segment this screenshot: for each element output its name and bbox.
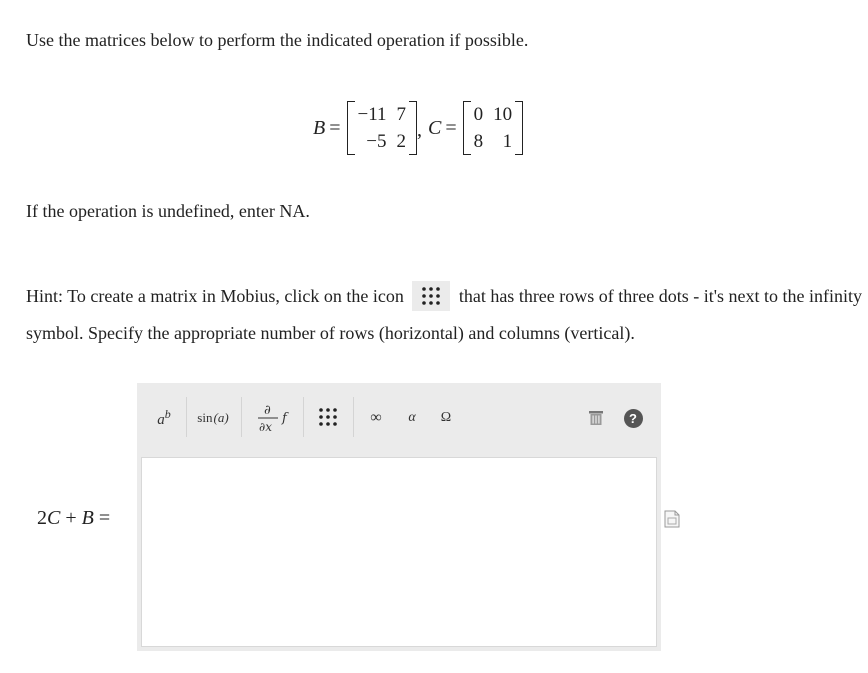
equals-sign: =: [445, 116, 457, 139]
svg-text:f: f: [282, 411, 287, 426]
matrix-definitions: [313, 100, 523, 156]
derivative-button[interactable]: [249, 397, 295, 439]
svg-text:∂: ∂: [264, 403, 271, 418]
equation-toolbar: [137, 383, 661, 453]
superscript-button[interactable]: [147, 403, 181, 433]
clear-button[interactable]: [583, 405, 609, 431]
matrix-b-cell: −11: [357, 103, 387, 125]
infinity-icon: ∞: [370, 409, 382, 426]
alpha-icon: α: [408, 410, 416, 425]
preview-button[interactable]: [664, 510, 680, 533]
omega-button[interactable]: [433, 405, 459, 431]
matrix-c-cell: 8: [473, 130, 484, 152]
left-bracket: [463, 101, 471, 155]
superscript-icon: $a^b$: [157, 407, 171, 428]
matrix-icon: [317, 406, 339, 428]
matrix-b: [347, 101, 418, 155]
left-bracket: [347, 101, 355, 155]
matrix-button[interactable]: [311, 401, 345, 433]
trash-icon: [587, 409, 605, 427]
comma: ,: [417, 119, 423, 141]
matrix-c-cell: 1: [502, 130, 513, 152]
matrix-c-cell: 10: [493, 103, 513, 125]
toolbar-separator: [353, 397, 354, 437]
toolbar-separator: [241, 397, 242, 437]
undefined-note: If the operation is undefined, enter NA.: [26, 201, 310, 221]
matrix-icon: [412, 281, 450, 311]
help-icon: ?: [624, 409, 643, 428]
partial-derivative-icon: [252, 400, 292, 436]
answer-label: 2C + B =: [37, 507, 111, 529]
matrix-c: [463, 101, 524, 155]
svg-text:∂x: ∂x: [259, 420, 272, 434]
help-button[interactable]: [621, 406, 645, 430]
matrix-b-name: B: [313, 116, 326, 139]
answer-input[interactable]: [141, 457, 657, 647]
hint-after-icon: that has three rows of three dots - it's next to the infinity symbol. Specify the appropriate number of rows (horizontal) and columns (vertical).: [26, 286, 862, 343]
infinity-button[interactable]: [363, 405, 389, 431]
toolbar-separator: [303, 397, 304, 437]
matrix-b-cell: 2: [396, 130, 407, 152]
matrix-b-cell: 7: [396, 103, 407, 125]
equals-sign: =: [329, 116, 341, 139]
sin-function-icon: sin (a): [197, 410, 229, 425]
answer-editor-frame: [137, 453, 661, 651]
toolbar-separator: [186, 397, 187, 437]
preview-icon: [664, 510, 680, 528]
hint-before-icon: Hint: To create a matrix in Mobius, click on the icon: [26, 286, 404, 306]
hint-text: [26, 278, 866, 352]
matrix-c-name: C: [428, 116, 442, 139]
alpha-button[interactable]: [399, 405, 425, 431]
question-intro: Use the matrices below to perform the indicated operation if possible.: [26, 30, 529, 50]
omega-icon: Ω: [440, 410, 452, 425]
sin-button[interactable]: [189, 403, 237, 433]
matrix-c-cell: 0: [473, 103, 484, 125]
matrix-b-cell: −5: [366, 130, 387, 152]
right-bracket: [409, 101, 417, 155]
right-bracket: [515, 101, 523, 155]
